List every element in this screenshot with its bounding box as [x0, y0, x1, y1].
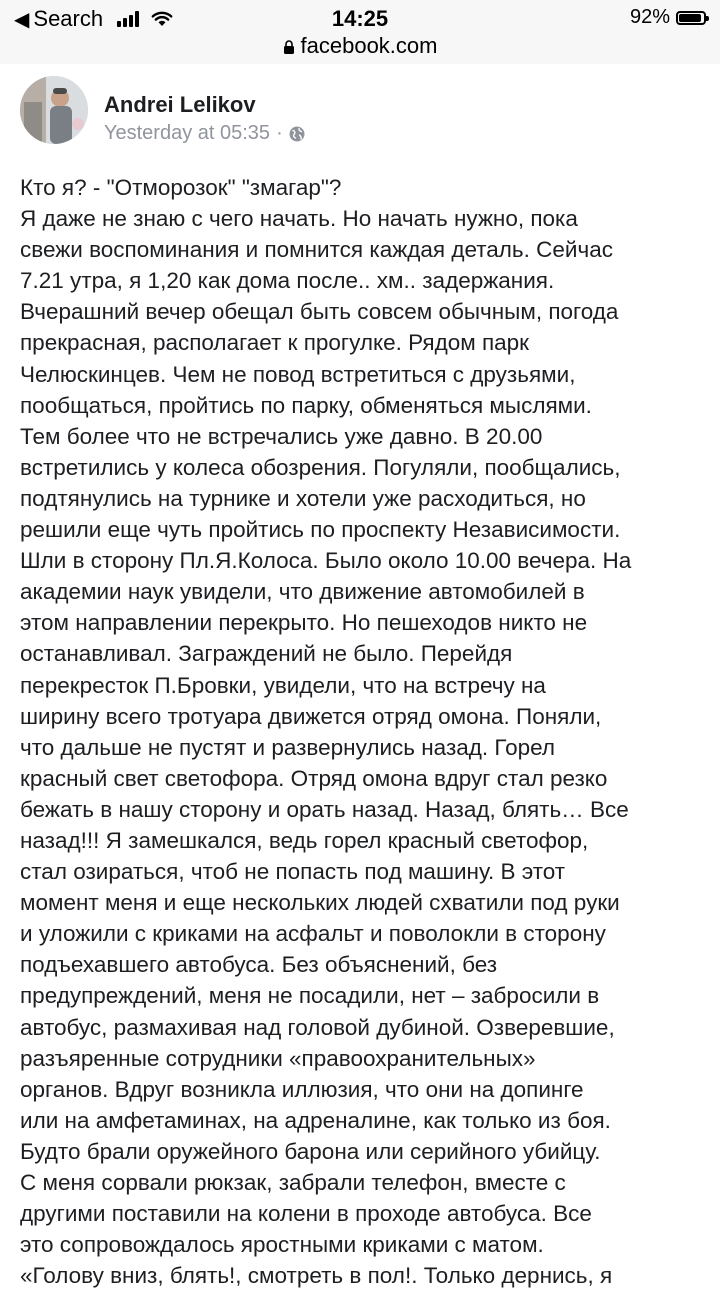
post-text-line: стал озираться, чтоб не попасть под машину. В этот [20, 859, 566, 885]
post-text-line: автобус, размахивая над головой дубиной. Озверевшие, [20, 1014, 615, 1040]
post-text-line: «Голову вниз, блять!, смотреть в пол!. Только дернись, я [20, 1263, 613, 1289]
url-text: facebook.com [300, 33, 438, 58]
post-text-line: встретились у колеса обозрения. Погуляли, пообщались, [20, 454, 621, 480]
post-text-line: Я даже не знаю с чего начать. Но начать нужно, пока [20, 206, 578, 232]
post-timestamp[interactable]: Yesterday at 05:35 [104, 122, 271, 144]
post-meta [104, 122, 305, 145]
post-text-line: другими поставили на колени в проходе автобуса. Все [20, 1201, 592, 1227]
lock-icon [283, 40, 295, 54]
post-text-line: предупреждений, меня не посадили, нет – забросили в [20, 983, 600, 1009]
post-text-line: разъяренные сотрудники «правоохранительных» [20, 1045, 536, 1071]
back-arrow-icon: ◀ [14, 8, 30, 31]
status-bar [0, 0, 720, 64]
post-text-line: С меня сорвали рюкзак, забрали телефон, вместе с [20, 1170, 566, 1195]
post-text-line: останавливал. Заграждений не было. Перейдя [20, 641, 513, 667]
post-text-line: свежи воспоминания и помнится каждая деталь. Сейчас [20, 237, 613, 263]
post-text-line: пообщаться, пройтись по парку, обменяться мыслями. [20, 392, 592, 418]
clock: 14:25 [331, 6, 389, 31]
address-bar[interactable] [0, 33, 720, 59]
post-text-line: Вчерашний вечер обещал быть совсем обычным, погода [20, 299, 619, 325]
post-text-line: подтянулись на турнике и хотели уже расходиться, но [20, 485, 586, 511]
post-text-line: этом направлении перекрыто. Но пешеходов никто не [20, 610, 588, 636]
author-name[interactable]: Andrei Lelikov [104, 92, 256, 117]
post-text-line: момент меня и еще нескольких людей схватили под руки [20, 890, 620, 916]
post-text-line: прекрасная, располагает к прогулке. Рядом парк [20, 330, 529, 356]
post-header [20, 76, 700, 146]
post-text-line: ширину всего тротуара движется отряд омона. Поняли, [20, 703, 602, 729]
battery-percent: 92% [629, 6, 670, 28]
avatar[interactable] [20, 76, 88, 144]
post-text [20, 172, 710, 1291]
globe-icon [289, 126, 305, 142]
avatar-photo [20, 76, 88, 144]
post-text-line: Челюскинцев. Чем не повод встретиться с друзьями, [20, 361, 576, 387]
post-text-line: бежать в нашу сторону и орать назад. Назад, блять… Все [20, 796, 629, 822]
post-text-line: перекресток П.Бровки, увидели, что на встречу на [20, 672, 546, 698]
post-text-line: назад!!! Я замешкался, ведь горел красный светофор, [20, 827, 589, 853]
post-text-line: и уложили с криками на асфальт и поволокли в сторону [20, 921, 606, 947]
post-text-line: это сопровождалось яростными криками с матом. [20, 1232, 544, 1258]
back-label: Search [33, 6, 104, 31]
post-text-line: или на амфетаминах, на адреналине, как только из боя. [20, 1107, 611, 1133]
battery-status [630, 6, 706, 29]
post-text-line: решили еще чуть пройтись по проспекту Независимости. [20, 517, 621, 543]
post-text-line: Будто брали оружейного барона или серийного убийцу. [20, 1138, 601, 1164]
meta-separator: · [276, 122, 283, 144]
post-text-line: академии наук увидели, что движение автомобилей в [20, 579, 585, 605]
post-text-line: подъехавшего автобуса. Без объяснений, без [20, 952, 498, 978]
battery-icon [676, 11, 706, 25]
post-text-line: Шли в сторону Пл.Я.Колоса. Было около 10.00 вечера. На [20, 548, 632, 574]
post-text-line: Кто я? - "Отморозок" "змагар"? [20, 175, 342, 200]
post-text-line: красный свет светофора. Отряд омона вдруг стал резко [20, 765, 608, 791]
post-text-line: 7.21 утра, я 1,20 как дома после.. хм.. задержания. [20, 268, 555, 294]
post-text-line: Тем более что не встречались уже давно. В 20.00 [20, 423, 543, 449]
post-text-line: что дальше не пустят и развернулись назад. Горел [20, 734, 556, 760]
post-text-line: органов. Вдруг возникла иллюзия, что они на допинге [20, 1076, 584, 1102]
